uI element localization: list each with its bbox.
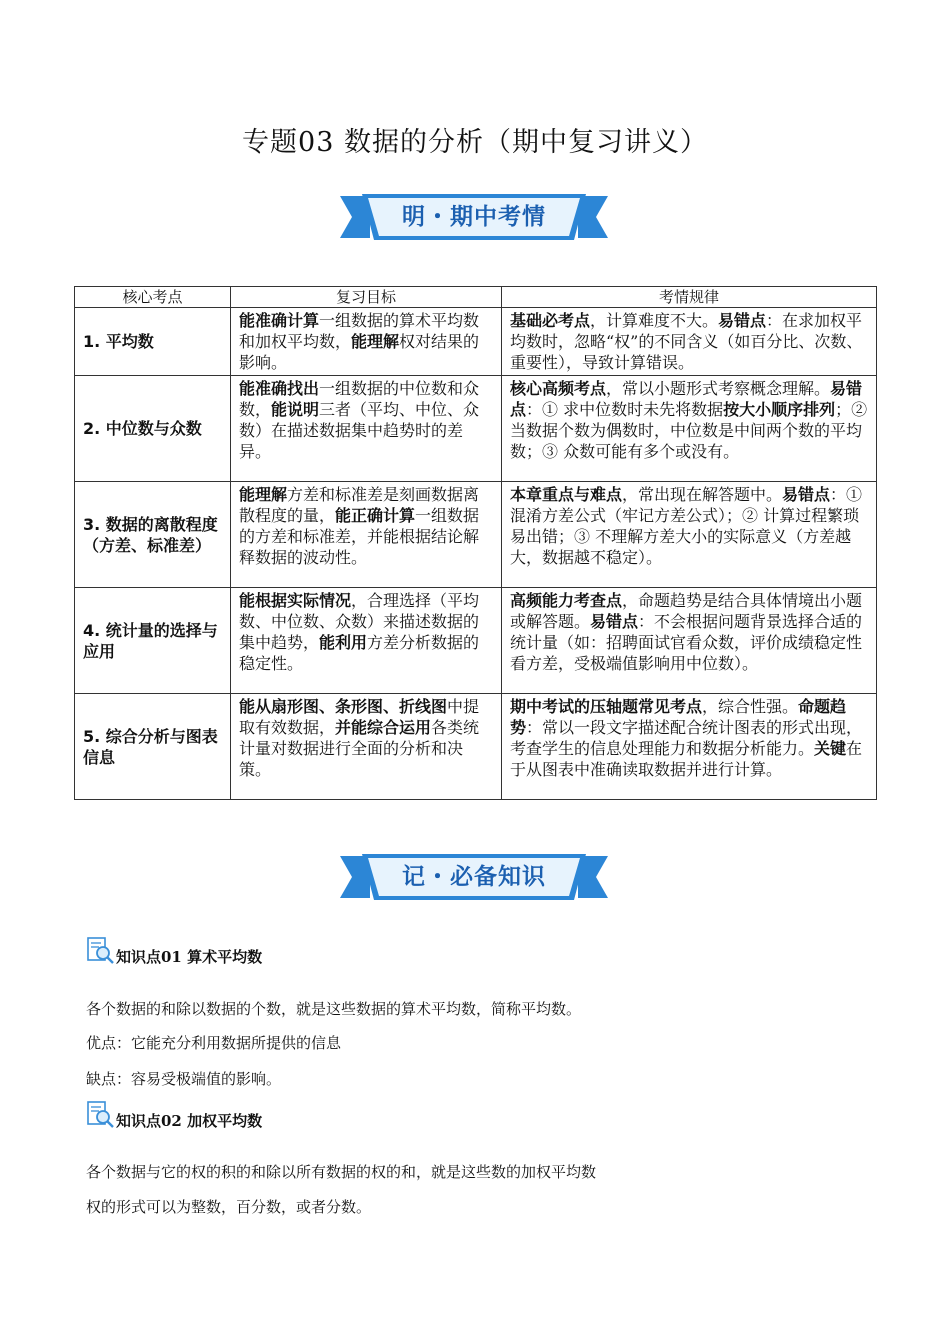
table-row xyxy=(75,308,877,376)
bold-phrase: 基础必考点 xyxy=(510,311,591,330)
bold-phrase: 能说明 xyxy=(271,400,320,419)
exam-banner-label: 明・期中考情 xyxy=(402,204,546,230)
bold-phrase: 核心高频考点 xyxy=(510,379,607,398)
bold-phrase: 易错点 xyxy=(718,311,767,330)
topic-cell: 2. 中位数与众数 xyxy=(75,376,231,482)
table-row xyxy=(75,588,877,694)
text-phrase: ：① 求中位数时未先将数据 xyxy=(526,400,724,419)
magnifier-document-icon xyxy=(86,1100,116,1130)
bold-phrase: 本章重点与难点 xyxy=(510,485,623,504)
bold-phrase: 能利用 xyxy=(319,633,368,652)
paragraph: 优点：它能充分利用数据所提供的信息 xyxy=(86,1034,342,1052)
bold-phrase: 能根据实际情况 xyxy=(239,591,352,610)
text-phrase: ；② 当数据个数为偶数时，中位数是中间两个数的平均数；③ 众数可能有多个或没有。 xyxy=(510,400,868,461)
table-row xyxy=(75,482,877,588)
bold-phrase: 能准确计算 xyxy=(239,311,320,330)
text-phrase: 权对结果的影响。 xyxy=(239,332,480,372)
table-header-row xyxy=(75,287,877,308)
header-goal: 复习目标 xyxy=(231,287,502,308)
topic-cell: 4. 统计量的选择与应用 xyxy=(75,588,231,694)
bold-phrase: 易错点 xyxy=(782,485,831,504)
text-phrase: ，计算难度不大。 xyxy=(590,311,719,330)
topic-cell: 1. 平均数 xyxy=(75,308,231,376)
goal-cell xyxy=(231,694,502,800)
text-phrase: 在于从图表中准确读取数据并进行计算。 xyxy=(510,739,863,779)
paragraph: 各个数据的和除以数据的个数，就是这些数据的算术平均数，简称平均数。 xyxy=(86,1000,582,1018)
knowledge-banner-label: 记・必备知识 xyxy=(402,864,546,890)
page-title: 专题03 数据的分析（期中复习讲义） xyxy=(242,127,708,158)
bold-phrase: 能正确计算 xyxy=(335,506,416,525)
pattern-cell xyxy=(502,588,877,694)
topic-cell: 3. 数据的离散程度（方差、标准差） xyxy=(75,482,231,588)
bold-phrase: 能从扇形图、条形图、折线图 xyxy=(239,697,448,716)
bold-phrase: 按大小顺序排列 xyxy=(723,400,836,419)
pattern-cell xyxy=(502,308,877,376)
text-phrase: 中提取有效数据， xyxy=(239,697,480,737)
knowledge-banner xyxy=(340,852,608,902)
text-phrase: 各类统计量对数据进行全面的分析和决策。 xyxy=(239,718,480,779)
bold-phrase: 期中考试的压轴题常见考点 xyxy=(510,697,703,716)
bold-phrase: 关键 xyxy=(814,739,847,758)
header-pattern: 考情规律 xyxy=(502,287,877,308)
goal-cell xyxy=(231,308,502,376)
review-table xyxy=(74,286,877,800)
text-phrase: 一组数据的算术平均数和加权平均数， xyxy=(239,311,480,351)
knowledge-point-title: 知识点01 算术平均数 xyxy=(116,948,263,966)
knowledge-point-title: 知识点02 加权平均数 xyxy=(116,1112,263,1130)
paragraph: 缺点：容易受极端值的影响。 xyxy=(86,1070,282,1088)
text-phrase: ，命题趋势是结合具体情境出小题或解答题。 xyxy=(510,591,863,631)
text-phrase: 方差和标准差是刻画数据离散程度的量， xyxy=(239,485,480,525)
text-phrase: ，常以小题形式考察概念理解。 xyxy=(606,379,831,398)
text-phrase: ：① 混淆方差公式（牢记方差公式）；② 计算过程繁琐易出错；③ 不理解方差大小的实际意义（方差越大，数据越不稳定）。 xyxy=(510,485,863,567)
bold-phrase: 易错点 xyxy=(510,379,863,419)
topic-cell: 5. 综合分析与图表信息 xyxy=(75,694,231,800)
text-phrase: ：不会根据问题背景选择合适的统计量（如：招聘面试官看众数，评价成绩稳定性看方差，受极端值影响用中位数）。 xyxy=(510,612,863,673)
table-row xyxy=(75,376,877,482)
text-phrase: ，常出现在解答题中。 xyxy=(622,485,783,504)
paragraph: 各个数据与它的权的积的和除以所有数据的权的和，就是这些数的加权平均数 xyxy=(86,1163,597,1181)
text-phrase: ，综合性强。 xyxy=(702,697,799,716)
bold-phrase: 并能综合运用 xyxy=(335,718,432,737)
bold-phrase: 能理解 xyxy=(239,485,288,504)
paragraph: 权的形式可以为整数，百分数，或者分数。 xyxy=(86,1198,372,1216)
bold-phrase: 能准确找出 xyxy=(239,379,320,398)
bold-phrase: 高频能力考查点 xyxy=(510,591,623,610)
magnifier-document-icon xyxy=(86,936,116,966)
pattern-cell xyxy=(502,376,877,482)
header-topic: 核心考点 xyxy=(75,287,231,308)
bold-phrase: 易错点 xyxy=(590,612,639,631)
goal-cell xyxy=(231,482,502,588)
pattern-cell xyxy=(502,694,877,800)
text-phrase: ：常以一段文字描述配合统计图表的形式出现，考查学生的信息处理能力和数据分析能力。 xyxy=(510,718,863,758)
text-phrase: 一组数据的方差和标准差，并能根据结论解释数据的波动性。 xyxy=(239,506,480,567)
text-phrase: ，合理选择（平均数、中位数、众数）来描述数据的集中趋势， xyxy=(239,591,480,652)
exam-banner xyxy=(340,192,608,242)
text-phrase: 一组数据的中位数和众数， xyxy=(239,379,480,419)
goal-cell xyxy=(231,588,502,694)
pattern-cell xyxy=(502,482,877,588)
text-phrase: ：在求加权平均数时，忽略“权”的不同含义（如百分比、次数、重要性），导致计算错误。 xyxy=(510,311,863,372)
bold-phrase: 命题趋势 xyxy=(510,697,847,737)
text-phrase: 方差分析数据的稳定性。 xyxy=(239,633,480,673)
table-row xyxy=(75,694,877,800)
text-phrase: 三者（平均、中位、众数）在描述数据集中趋势时的差异。 xyxy=(239,400,480,461)
goal-cell xyxy=(231,376,502,482)
bold-phrase: 能理解 xyxy=(351,332,400,351)
